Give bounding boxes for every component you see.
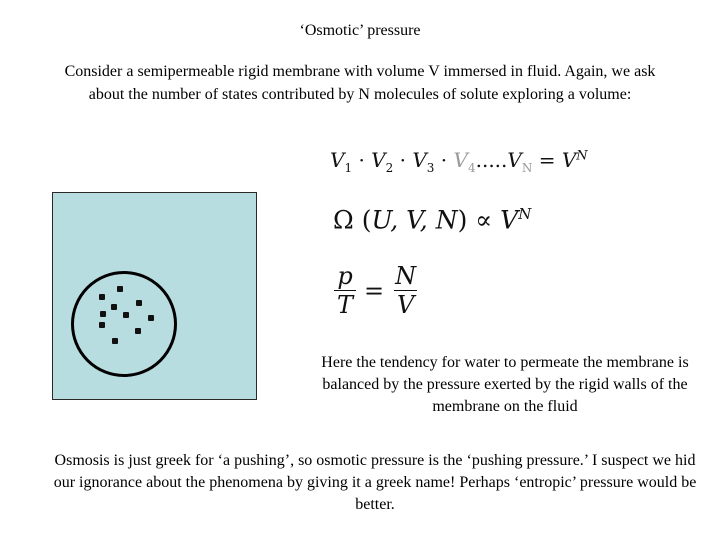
eq2-rhs-base: V (500, 205, 519, 235)
eq2-open-paren: ( (361, 205, 372, 235)
eq1-subscript: 3 (426, 161, 435, 175)
eq3-rhs-denominator: V (394, 290, 417, 319)
solute-molecule (136, 300, 142, 306)
eq1-subscript: 4 (467, 161, 476, 175)
solute-molecule (117, 286, 123, 292)
eq2-proportional: ∝ (475, 205, 493, 235)
eq1-dot: · (399, 148, 406, 172)
eq1-subscript: N (521, 161, 533, 175)
eq1-term: V (330, 148, 345, 172)
eq3-lhs-numerator: p (337, 262, 353, 290)
eq3-rhs-fraction (392, 262, 419, 319)
eq1-dot: · (358, 148, 365, 172)
solute-molecule (123, 312, 129, 318)
solute-molecule (99, 322, 105, 328)
eq3-equals: = (364, 276, 385, 305)
eq1-dot: · (440, 148, 448, 172)
eq1-term: V (453, 148, 468, 172)
solute-molecule (112, 338, 118, 344)
semipermeable-membrane (71, 271, 177, 377)
eq3-lhs-denominator: T (334, 290, 356, 319)
equation-pressure (334, 262, 419, 319)
solute-molecule (100, 311, 106, 317)
slide-title: ‘Osmotic’ pressure (299, 22, 421, 39)
membrane-caption: Here the tendency for water to permeate the membrane is balanced by the pressure exerted by the rigid walls of the membrane on the fluid (321, 354, 689, 415)
eq2-omega: Ω (333, 205, 354, 235)
eq1-term: V (412, 148, 427, 172)
fluid-container (52, 192, 257, 400)
equation-volume-product (330, 148, 588, 175)
eq1-rhs-base: V (561, 148, 577, 172)
footer-paragraph: Osmosis is just greek for ‘a pushing’, so osmotic pressure is the ‘pushing pressure.’ I suspect we hid our ignorance about the phenomena by giving it a greek name! Perhaps ‘entropic’ pressure would be better. (53, 452, 697, 513)
eq2-args: U, V, N (371, 205, 458, 235)
eq1-term: V (507, 148, 522, 172)
eq1-term: V (371, 148, 386, 172)
solute-molecule (148, 315, 154, 321)
eq1-equals: = (538, 148, 556, 172)
solute-molecule (111, 304, 117, 310)
solute-molecule (135, 328, 141, 334)
intro-paragraph: Consider a semipermeable rigid membrane with volume V immersed in fluid. Again, we ask about the number of states contributed by N molecules of solute exploring a volume: (64, 63, 656, 103)
eq1-ellipsis: ..... (475, 148, 508, 172)
solute-molecule (99, 294, 105, 300)
eq3-lhs-fraction (334, 262, 356, 319)
eq1-rhs-exp: N (576, 148, 588, 164)
eq1-subscript: 2 (385, 161, 394, 175)
equation-state-count (333, 205, 531, 234)
eq2-close-paren: ) (457, 205, 468, 235)
eq2-rhs-exp: N (518, 205, 532, 223)
eq1-subscript: 1 (344, 161, 353, 175)
eq3-rhs-numerator: N (395, 262, 417, 290)
